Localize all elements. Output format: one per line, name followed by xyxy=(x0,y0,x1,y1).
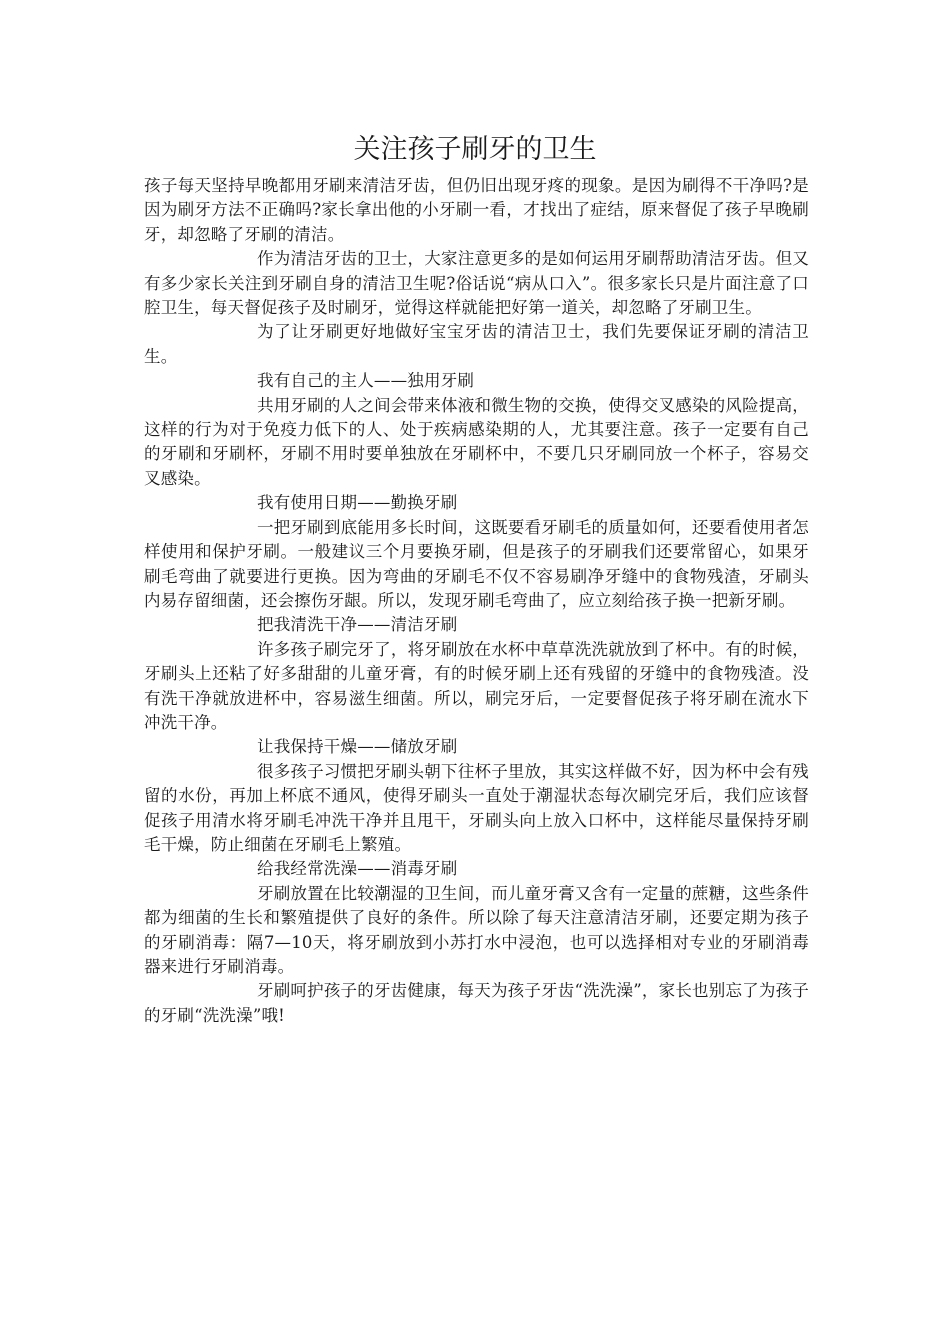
body-paragraph: 许多孩子刷完牙了，将牙刷放在水杯中草草洗洗就放到了杯中。有的时候，牙刷头上还粘了好多甜甜的儿童牙膏，有的时候牙刷上还有残留的牙缝中的食物残渣。没有洗干净就放进杯中，容易滋生细菌。所以，刷完牙后，一定要督促孩子将牙刷在流水下冲洗干净。 xyxy=(144,639,809,732)
body-paragraph: 作为清洁牙齿的卫士，大家注意更多的是如何运用牙刷帮助清洁牙齿。但又有多少家长关注到牙刷自身的清洁卫生呢?俗话说“病从口入”。很多家长只是片面注意了口腔卫生，每天督促孩子及时刷牙，觉得这样就能把好第一道关，却忽略了牙刷卫生。 xyxy=(144,249,809,318)
intro-paragraph: 孩子每天坚持早晚都用牙刷来清洁牙齿，但仍旧出现牙疼的现象。是因为刷得不干净吗?是因为刷牙方法不正确吗?家长拿出他的小牙刷一看，才找出了症结，原来督促了孩子早晚刷牙，却忽略了牙刷的清洁。 xyxy=(144,176,809,244)
body-paragraph: 牙刷放置在比较潮湿的卫生间，而儿童牙膏又含有一定量的蔗糖，这些条件都为细菌的生长和繁殖提供了良好的条件。所以除了每天注意清洁牙刷，还要定期为孩子的牙刷消毒：隔7—10天，将牙刷放到小苏打水中浸泡，也可以选择相对专业的牙刷消毒器来进行牙刷消毒。 xyxy=(144,883,809,976)
body-paragraph: 为了让牙刷更好地做好宝宝牙齿的清洁卫士，我们先要保证牙刷的清洁卫生。 xyxy=(144,322,809,366)
document-body xyxy=(144,174,809,1028)
body-paragraph: 很多孩子习惯把牙刷头朝下往杯子里放，其实这样做不好，因为杯中会有残留的水份，再加上杯底不通风，使得牙刷头一直处于潮湿状态每次刷完牙后，我们应该督促孩子用清水将牙刷毛冲洗干净并且甩干，牙刷头向上放入口杯中，这样能尽量保持牙刷毛干燥，防止细菌在牙刷毛上繁殖。 xyxy=(144,761,809,854)
body-paragraph: 一把牙刷到底能用多长时间，这既要看牙刷毛的质量如何，还要看使用者怎样使用和保护牙刷。一般建议三个月要换牙刷，但是孩子的牙刷我们还要常留心，如果牙刷毛弯曲了就要进行更换。因为弯曲的牙刷毛不仅不容易刷净牙缝中的食物残渣，牙刷头内易存留细菌，还会擦伤牙龈。所以，发现牙刷毛弯曲了，应立刻给孩子换一把新牙刷。 xyxy=(144,517,809,610)
document-title: 关注孩子刷牙的卫生 xyxy=(353,134,597,165)
section-heading-store-toothbrush: 让我保持干燥——储放牙刷 xyxy=(257,737,458,757)
section-heading-disinfect-toothbrush: 给我经常洗澡——消毒牙刷 xyxy=(257,859,458,879)
section-heading-replace-toothbrush: 我有使用日期——勤换牙刷 xyxy=(257,493,458,513)
closing-paragraph: 牙刷呵护孩子的牙齿健康，每天为孩子牙齿“洗洗澡”，家长也别忘了为孩子的牙刷“洗洗澡”哦! xyxy=(144,981,809,1025)
section-heading-own-toothbrush: 我有自己的主人——独用牙刷 xyxy=(257,371,475,391)
section-heading-clean-toothbrush: 把我清洗干净——清洁牙刷 xyxy=(257,615,458,635)
body-paragraph: 共用牙刷的人之间会带来体液和微生物的交换，使得交叉感染的风险提高，这样的行为对于免疫力低下的人、处于疾病感染期的人，尤其要注意。孩子一定要有自己的牙刷和牙刷杯，牙刷不用时要单独放在牙刷杯中，不要几只牙刷同放一个杯子，容易交叉感染。 xyxy=(144,395,809,488)
